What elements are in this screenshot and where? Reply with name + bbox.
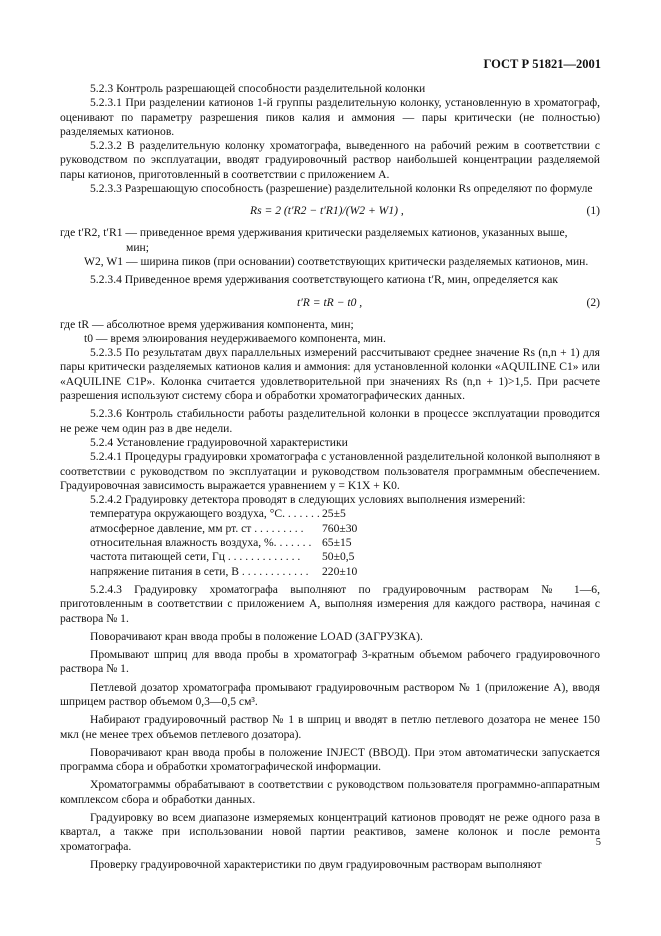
formula-1 <box>60 196 600 226</box>
paragraph-process: Хроматограммы обрабатывают в соответствии с руководством пользователя программно-аппаратным комплексом сбора и обработки данных. <box>60 778 600 806</box>
condition-row <box>90 507 600 521</box>
condition-label: относительная влажность воздуха, %. . . . . . . <box>90 536 312 550</box>
definition-retention-time-unit: мин; <box>126 240 149 254</box>
condition-label: частота питающей сети, Гц . . . . . . . . . . . . . <box>90 550 301 564</box>
section-5-2-4-2: 5.2.4.2 Градуировку детектора проводят в следующих условиях выполнения измерений: <box>90 493 526 507</box>
section-5-2-4-3: 5.2.4.3 Градуировку хроматографа выполняют по градуировочным растворам № 1—6, приготовленным в соответствии с приложением А, выполняя измерения для каждого раствора, начиная с раствора № 1. <box>60 582 600 625</box>
section-5-2-3-4: 5.2.3.4 Приведенное время удерживания соответствующего катиона t′R, мин, определяется как <box>90 273 558 287</box>
condition-row <box>90 522 600 536</box>
condition-row <box>90 536 600 550</box>
definition-retention-time: где t′R2, t′R1 — приведенное время удерживания критически разделяемых катионов, указанных выше, <box>60 226 568 240</box>
condition-label: напряжение питания в сети, В . . . . . . . . . . . . <box>90 564 309 578</box>
formula-2-number: (2) <box>586 295 600 309</box>
document-header: ГОСТ Р 51821—2001 <box>483 57 601 71</box>
definition-elution-time: t0 — время элюирования неудерживаемого компонента, мин. <box>84 331 386 345</box>
section-5-2-3-title: 5.2.3 Контроль разрешающей способности разделительной колонки <box>90 82 426 95</box>
section-5-2-3-3: 5.2.3.3 Разрешающую способность (разрешение) разделительной колонки Rs определяют по формуле <box>90 182 593 196</box>
condition-value: 760±30 <box>322 521 358 535</box>
section-5-2-3-2: 5.2.3.2 В разделительную колонку хроматографа, выведенного на рабочий режим в соответствии с руководством по эксплуатации, вводят градуировочный раствор наибольшей концентрации разделяемой пары катионов, приготовленный в соответствии с приложением А. <box>60 139 600 181</box>
paragraph-fill-loop: Набирают градуировочный раствор № 1 в шприц и вводят в петлю петлевого дозатора не менее 150 мкл (не менее трех объемов петлевого дозатора). <box>60 713 600 741</box>
measurement-conditions-list <box>60 507 600 578</box>
paragraph-rinse-loop: Петлевой дозатор хроматографа промывают градуировочным раствором № 1 (приложение А), вводя шприцем раствор объемом 0,3—0,5 см³. <box>60 680 600 708</box>
paragraph-load: Поворачивают кран ввода пробы в положение LOAD (ЗАГРУЗКА). <box>90 629 423 643</box>
section-5-2-4-1: 5.2.4.1 Процедуры градуировки хроматографа с установленной разделительной колонкой выполняют в соответствии с руководством по эксплуатации и руководством пользователя программным обеспечением. Градуировочная зависимость выражается уравнением y = K1X + K0. <box>60 450 600 492</box>
condition-row <box>90 565 600 579</box>
condition-label: температура окружающего воздуха, °С. . . . . . . <box>90 507 320 521</box>
condition-value: 65±15 <box>322 536 352 550</box>
paragraph-calibration-frequency: Градуировку во всем диапазоне измеряемых концентраций катионов проводят не реже одного раза в квартал, а также при использовании новой партии реактивов, замене колонок и после ремонта хроматографа. <box>60 811 600 853</box>
formula-2-expression: t′R = tR − t0 , <box>297 295 363 309</box>
formula-2 <box>60 288 600 318</box>
condition-label: атмосферное давление, мм рт. ст . . . . . . . . . <box>90 521 304 535</box>
condition-value: 50±0,5 <box>322 550 355 564</box>
definition-absolute-time: где tR — абсолютное время удерживания компонента, мин; <box>60 317 354 331</box>
condition-row <box>90 550 600 564</box>
definition-peak-width: W2, W1 — ширина пиков (при основании) соответствующих критически разделяемых катионов, мин. <box>84 254 589 268</box>
page-number: 5 <box>595 837 601 848</box>
condition-value: 220±10 <box>322 564 358 578</box>
document-body <box>60 82 600 872</box>
condition-value: 25±5 <box>322 507 346 521</box>
paragraph-rinse-syringe: Промывают шприц для ввода пробы в хроматограф 3-кратным объемом рабочего градуировочного раствора № 1. <box>60 648 600 676</box>
formula-1-expression: Rs = 2 (t′R2 − t′R1)/(W2 + W1) , <box>250 204 404 218</box>
section-5-2-3-6: 5.2.3.6 Контроль стабильности работы разделительной колонки в процессе эксплуатации проводится не реже чем один раз в две недели. <box>60 407 600 435</box>
formula-1-number: (1) <box>586 204 600 218</box>
paragraph-verification: Проверку градуировочной характеристики по двум градуировочным растворам выполняют <box>90 857 542 871</box>
section-5-2-3-1: 5.2.3.1 При разделении катионов 1-й группы разделительную колонку, установленную в хроматограф, оценивают по параметру разрешения пиков калия и аммония — пары критически (не полностью) разделяемых катионов. <box>60 96 600 138</box>
paragraph-inject: Поворачивают кран ввода пробы в положение INJECT (ВВОД). При этом автоматически запускается программа сбора и обработки хроматографической информации. <box>60 745 600 774</box>
section-5-2-3-5: 5.2.3.5 По результатам двух параллельных измерений рассчитывают среднее значение Rs (n,n + 1) для пары критически разделяемых катионов калия и аммония: для установленной колонки «AQUILINE C1» или «AQUILINE C1P». Колонка считается удовлетворительной при значениях Rs (n,n + 1)>1,5. При расчете разрешения используют систему сбора и обработки хроматографических данных. <box>60 346 600 403</box>
section-5-2-4-title: 5.2.4 Установление градуировочной характеристики <box>90 435 348 449</box>
